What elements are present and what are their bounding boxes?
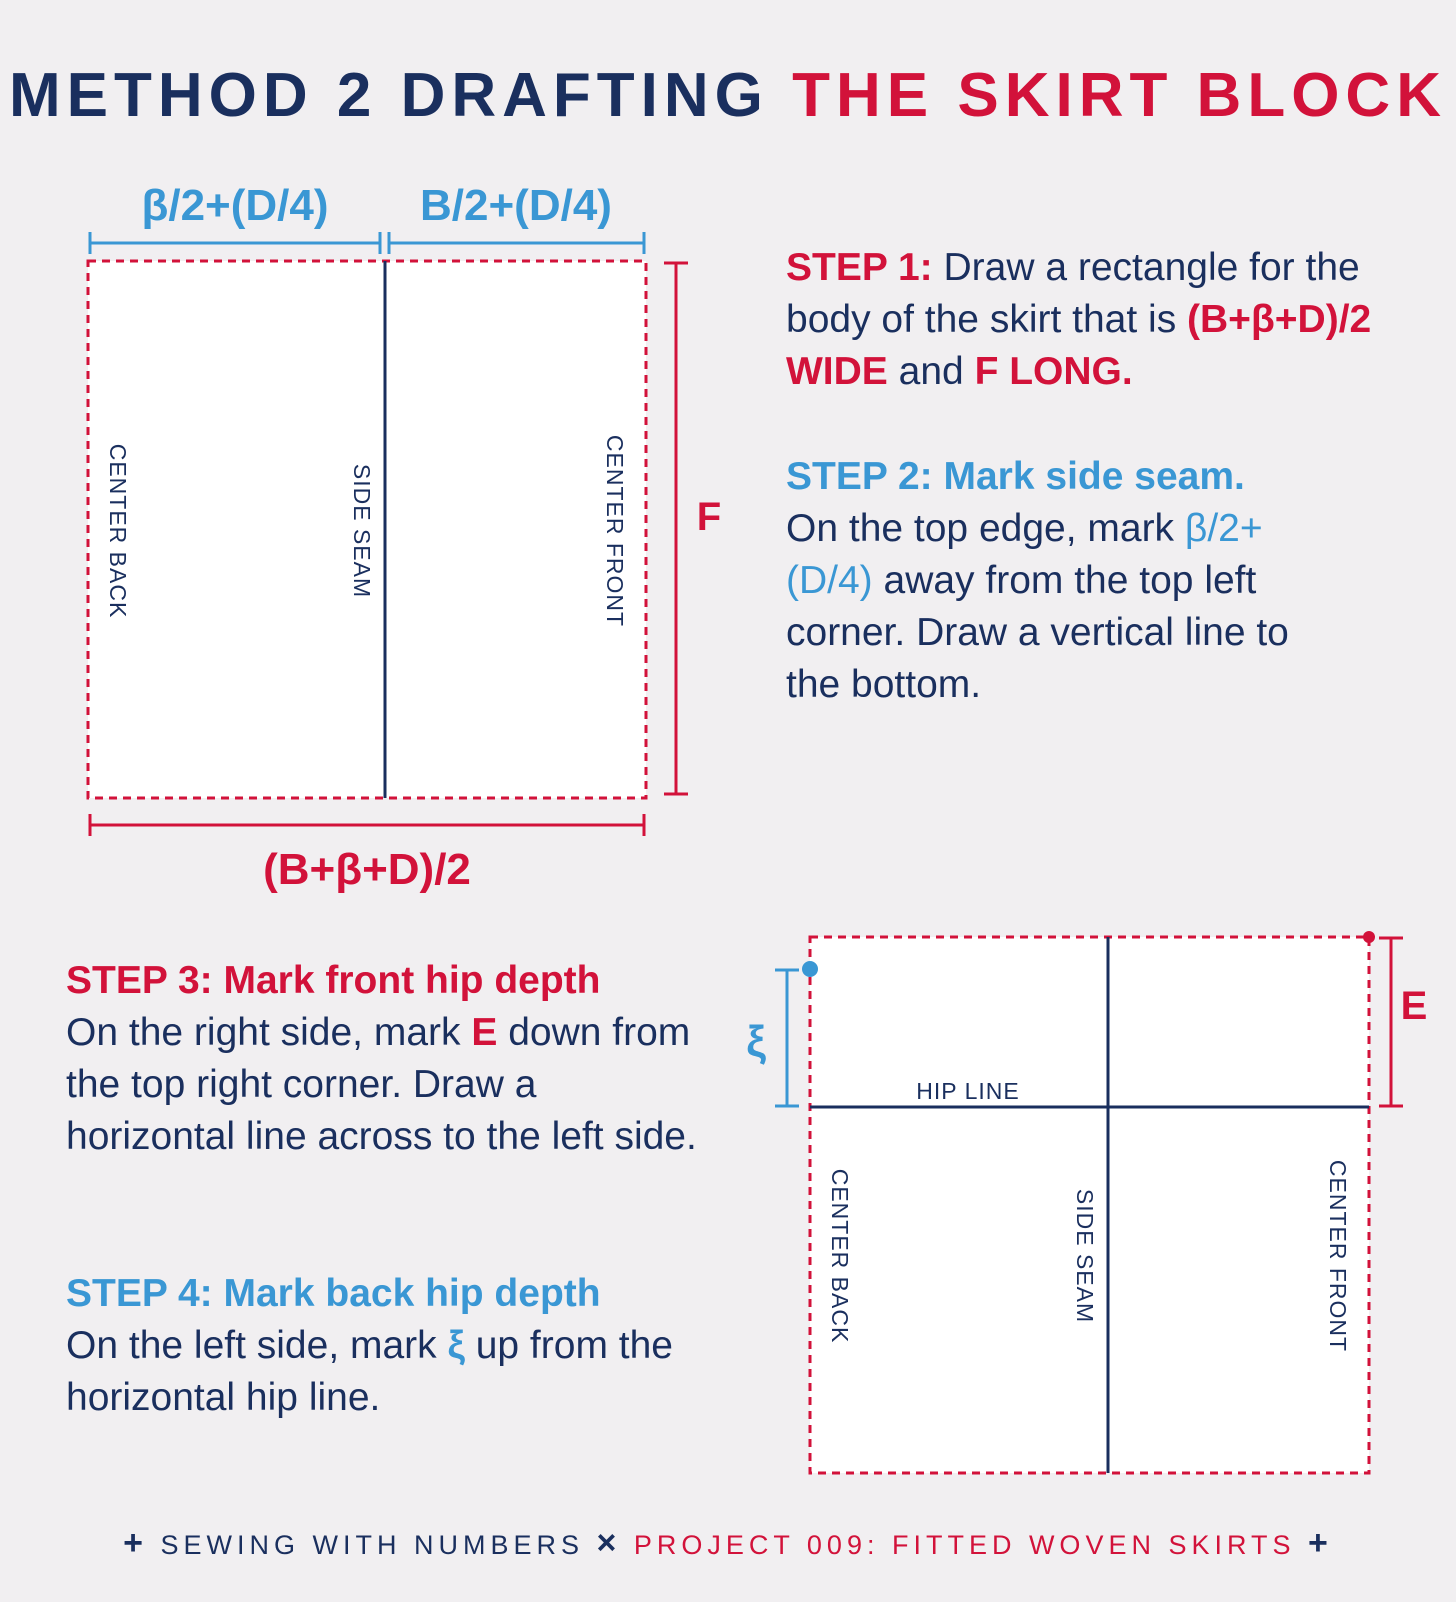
- step-1-body-1: Draw a rectangle for the body of the skirt that is: [786, 246, 1360, 341]
- side-seam-label-2: SIDE SEAM: [1072, 1188, 1098, 1324]
- step-4-heading: STEP 4: Mark back hip depth: [66, 1272, 601, 1315]
- step-3-text: [66, 955, 716, 1163]
- step-1-text: [786, 242, 1406, 398]
- dim-right-lines: [664, 263, 688, 794]
- footer: [0, 1524, 1456, 1563]
- dim-bottom-lines: [90, 814, 644, 836]
- step-1-heading: STEP 1:: [786, 246, 933, 289]
- dim-top-left-label: β/2+(D/4): [141, 181, 329, 230]
- footer-plus-right: +: [1308, 1524, 1333, 1562]
- title-part-1: METHOD 2 DRAFTING: [9, 61, 769, 130]
- center-back-label-2: CENTER BACK: [827, 1168, 853, 1344]
- center-back-label-1: CENTER BACK: [105, 443, 131, 619]
- step-1-formula: (B+β+D)/2 WIDE: [786, 298, 1372, 393]
- title-part-2: THE SKIRT BLOCK: [792, 61, 1447, 130]
- step-3-var: E: [471, 1011, 498, 1054]
- hip-line-label: HIP LINE: [916, 1078, 1020, 1104]
- step-2-heading: STEP 2: Mark side seam.: [786, 455, 1245, 498]
- step-4-text: [66, 1268, 716, 1424]
- diagram-1: [88, 181, 721, 894]
- diagram-2: [746, 931, 1427, 1473]
- dim-f-label: F: [696, 495, 722, 539]
- step-2-body-2: away from the top left corner. Draw a vertical line to the bottom.: [786, 559, 1289, 706]
- step-3-body-1: On the right side, mark: [66, 1011, 472, 1054]
- step-3-heading: STEP 3: Mark front hip depth: [66, 959, 601, 1002]
- step-4-body-1: On the left side, mark: [66, 1324, 448, 1367]
- dim-xi-lines: [775, 970, 799, 1106]
- step-4-body-2: up from the horizontal hip line.: [66, 1324, 673, 1419]
- footer-separator: ×: [596, 1524, 622, 1562]
- dim-bottom-label: (B+β+D)/2: [263, 845, 471, 894]
- step-1-long: F LONG.: [974, 350, 1133, 393]
- front-corner-marker: [1363, 931, 1375, 943]
- step-2-body-1: On the top edge, mark: [786, 507, 1185, 550]
- footer-plus-left: +: [123, 1524, 148, 1562]
- dim-xi-label: ξ: [746, 1017, 766, 1066]
- back-hip-marker: [802, 961, 818, 977]
- dim-e-lines: [1379, 938, 1403, 1106]
- step-1-body-2: and: [887, 350, 975, 393]
- step-2-formula: β/2+(D/4): [786, 507, 1263, 602]
- footer-right-text: PROJECT 009: FITTED WOVEN SKIRTS: [633, 1530, 1296, 1560]
- dim-e-label: E: [1400, 984, 1428, 1028]
- step-4-var: ξ: [447, 1324, 465, 1367]
- footer-left-text: SEWING WITH NUMBERS: [160, 1530, 584, 1560]
- center-front-label-2: CENTER FRONT: [1325, 1159, 1351, 1353]
- dim-top-right-label: B/2+(D/4): [420, 181, 612, 230]
- side-seam-label-1: SIDE SEAM: [349, 463, 375, 599]
- step-2-text: [786, 451, 1346, 711]
- dim-top-lines: [90, 232, 644, 254]
- step-3-body-2: down from the top right corner. Draw a horizontal line across to the left side.: [66, 1011, 697, 1158]
- center-front-label-1: CENTER FRONT: [602, 434, 628, 628]
